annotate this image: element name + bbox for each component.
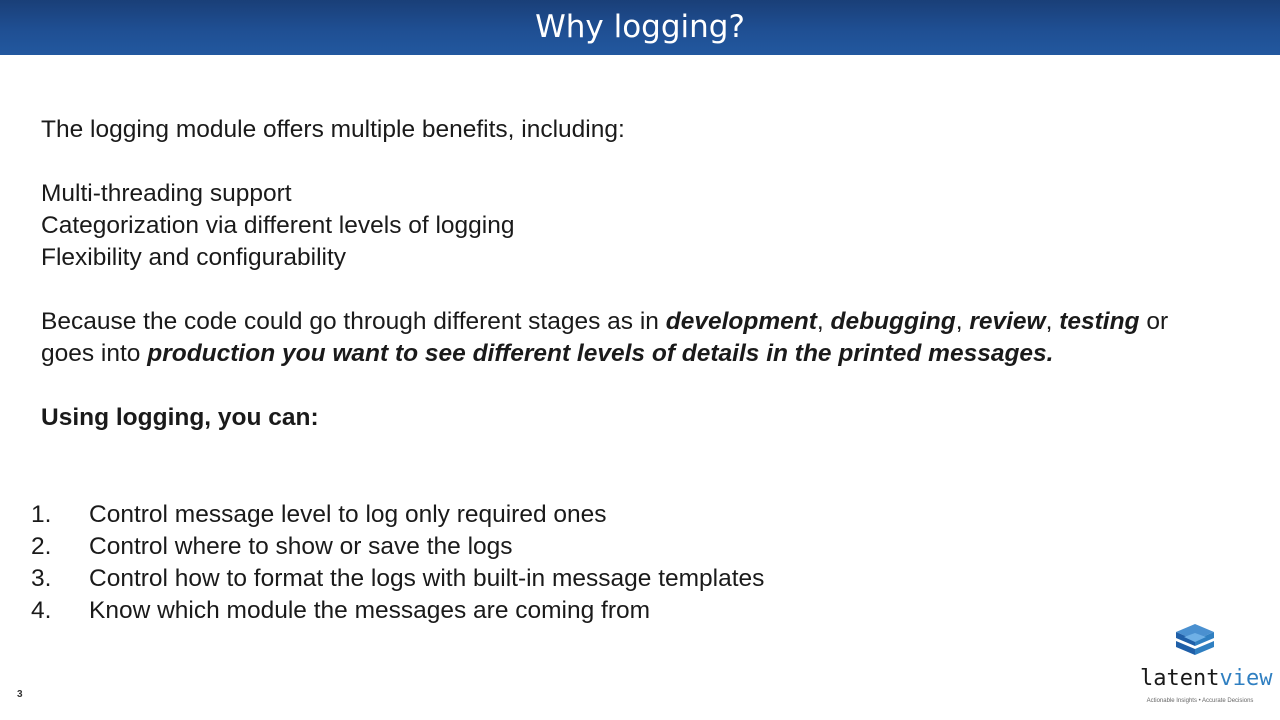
logo-word-view: view	[1219, 666, 1273, 691]
latentview-cube-logo-icon	[1170, 622, 1220, 662]
intro-text: The logging module offers multiple benefits, including:	[41, 116, 625, 143]
list-marker: 1.	[31, 501, 52, 528]
logo-wordmark	[1140, 666, 1273, 691]
list-marker: 2.	[31, 533, 52, 560]
stages-text: Because the code could go through different stages as in	[41, 308, 666, 335]
list-item-text: Control how to format the logs with built-in message templates	[89, 565, 765, 592]
emphasis-development: development	[665, 308, 817, 335]
list-item	[0, 531, 1160, 563]
numbered-list	[0, 499, 1160, 627]
list-item-text: Know which module the messages are coming from	[89, 597, 651, 624]
list-item-text: Control where to show or save the logs	[89, 533, 513, 560]
benefit-item: Multi-threading support	[41, 180, 292, 207]
emphasis-review: review	[969, 308, 1046, 335]
separator-comma: ,	[816, 308, 831, 335]
separator-comma: ,	[955, 308, 970, 335]
list-item	[0, 499, 1160, 531]
slide-number: 3	[17, 689, 23, 700]
list-item	[0, 595, 1160, 627]
emphasis-testing: testing	[1059, 308, 1140, 335]
using-heading: Using logging, you can:	[41, 404, 319, 431]
slide-title: Why logging?	[535, 9, 745, 45]
list-item-text: Control message level to log only required ones	[89, 501, 607, 528]
list-marker: 3.	[31, 565, 52, 592]
stages-text: or goes into	[41, 308, 1169, 367]
emphasis-production: production you want to see different levels of details in the printed messages.	[147, 340, 1054, 367]
separator-comma: ,	[1045, 308, 1060, 335]
latentview-logo	[1140, 622, 1273, 712]
benefit-item: Categorization via different levels of logging	[41, 212, 515, 239]
list-item	[0, 563, 1160, 595]
list-marker: 4.	[31, 597, 52, 624]
benefit-item: Flexibility and configurability	[41, 244, 347, 271]
slide-body	[41, 114, 1201, 434]
logo-tagline: Actionable Insights • Accurate Decisions	[1146, 698, 1254, 704]
logo-word-latent: latent	[1140, 666, 1220, 691]
stages-paragraph	[41, 306, 1201, 370]
emphasis-debugging: debugging	[830, 308, 956, 335]
